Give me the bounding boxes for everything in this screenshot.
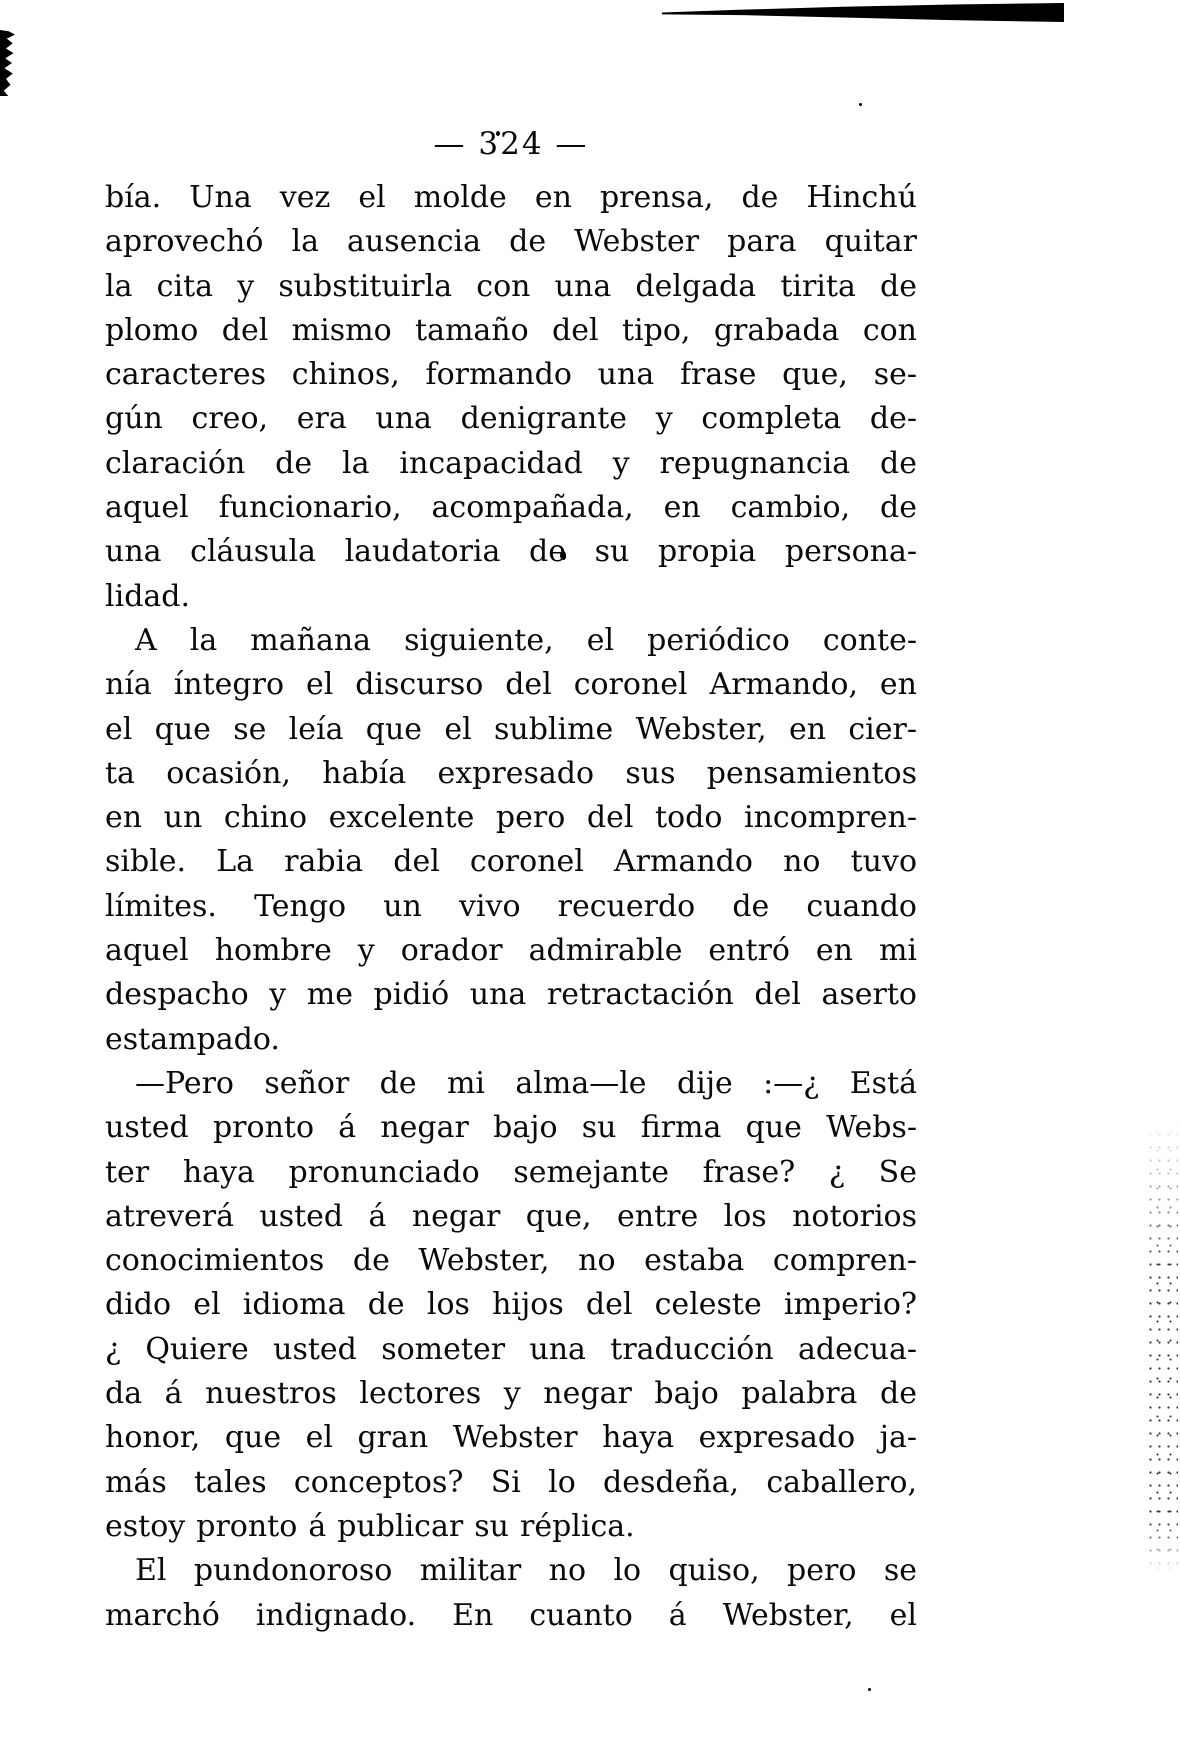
- text-line: sible. La rabia del coronel Armando no tuvo: [105, 844, 917, 880]
- text-line: la cita y substituirla con una delgada tirita de: [105, 268, 917, 304]
- text-line: bía. Una vez el molde en prensa, de Hinchú: [105, 180, 917, 215]
- text-line: conocimientos de Webster, no estaba compren-: [105, 1243, 917, 1279]
- scan-speckle-band-right: [1146, 1115, 1178, 1575]
- text-line: plomo del mismo tamaño del tipo, grabada con: [105, 312, 917, 348]
- text-line: dido el idioma de los hijos del celeste imperio?: [105, 1287, 917, 1323]
- text-line: gún creo, era una denigrante y completa de-: [105, 401, 917, 437]
- text-line: ter haya pronunciado semejante frase? ¿ Se: [105, 1154, 917, 1190]
- text-line: aquel funcionario, acompañada, en cambio, de: [105, 490, 917, 526]
- text-line: ta ocasión, había expresado sus pensamientos: [105, 755, 917, 791]
- text-line: —Pero señor de mi alma—le dije :—¿ Está: [135, 1065, 917, 1101]
- text-line: claración de la incapacidad y repugnancia de: [105, 445, 917, 481]
- text-line: El pundonoroso militar no lo quiso, pero se: [135, 1553, 917, 1589]
- text-line: despacho y me pidió una retractación del aserto: [105, 977, 917, 1013]
- text-line: estoy pronto á publicar su réplica.: [105, 1508, 635, 1544]
- scan-shadow-top-left: [0, 30, 15, 96]
- text-line: más tales conceptos? Si lo desdeña, caballero,: [105, 1464, 917, 1500]
- scan-shadow-top-right: [662, 3, 1064, 22]
- ink-speck: [868, 1688, 871, 1691]
- text-line: nía íntegro el discurso del coronel Armando, en: [105, 667, 917, 703]
- ink-speck: [859, 103, 862, 106]
- text-line: límites. Tengo un vivo recuerdo de cuando: [105, 888, 917, 924]
- text-line: una cláusula laudatoria de su propia persona-: [105, 534, 917, 570]
- text-line: atreverá usted á negar que, entre los notorios: [105, 1198, 917, 1234]
- text-line: caracteres chinos, formando una frase que, se-: [105, 357, 917, 393]
- text-line: honor, que el gran Webster haya expresado ja-: [105, 1420, 917, 1456]
- text-line: en un chino excelente pero del todo incompren-: [105, 800, 917, 836]
- text-line: marchó indignado. En cuanto á Webster, el: [105, 1597, 917, 1633]
- text-line: estampado.: [105, 1021, 280, 1057]
- page-number: — 324 —: [433, 126, 589, 162]
- body-text-block: [105, 176, 917, 1638]
- text-line: lidad.: [105, 578, 191, 614]
- text-line: el que se leía que el sublime Webster, en cier-: [105, 711, 917, 747]
- text-line: aquel hombre y orador admirable entró en mi: [105, 933, 917, 969]
- text-line: A la mañana siguiente, el periódico conte-: [135, 622, 917, 658]
- text-line: ¿ Quiere usted someter una traducción adecua-: [105, 1331, 917, 1367]
- text-line: aprovechó la ausencia de Webster para quitar: [105, 224, 917, 260]
- text-line: da á nuestros lectores y negar bajo palabra de: [105, 1376, 917, 1412]
- text-line: usted pronto á negar bajo su firma que Webs-: [105, 1110, 917, 1146]
